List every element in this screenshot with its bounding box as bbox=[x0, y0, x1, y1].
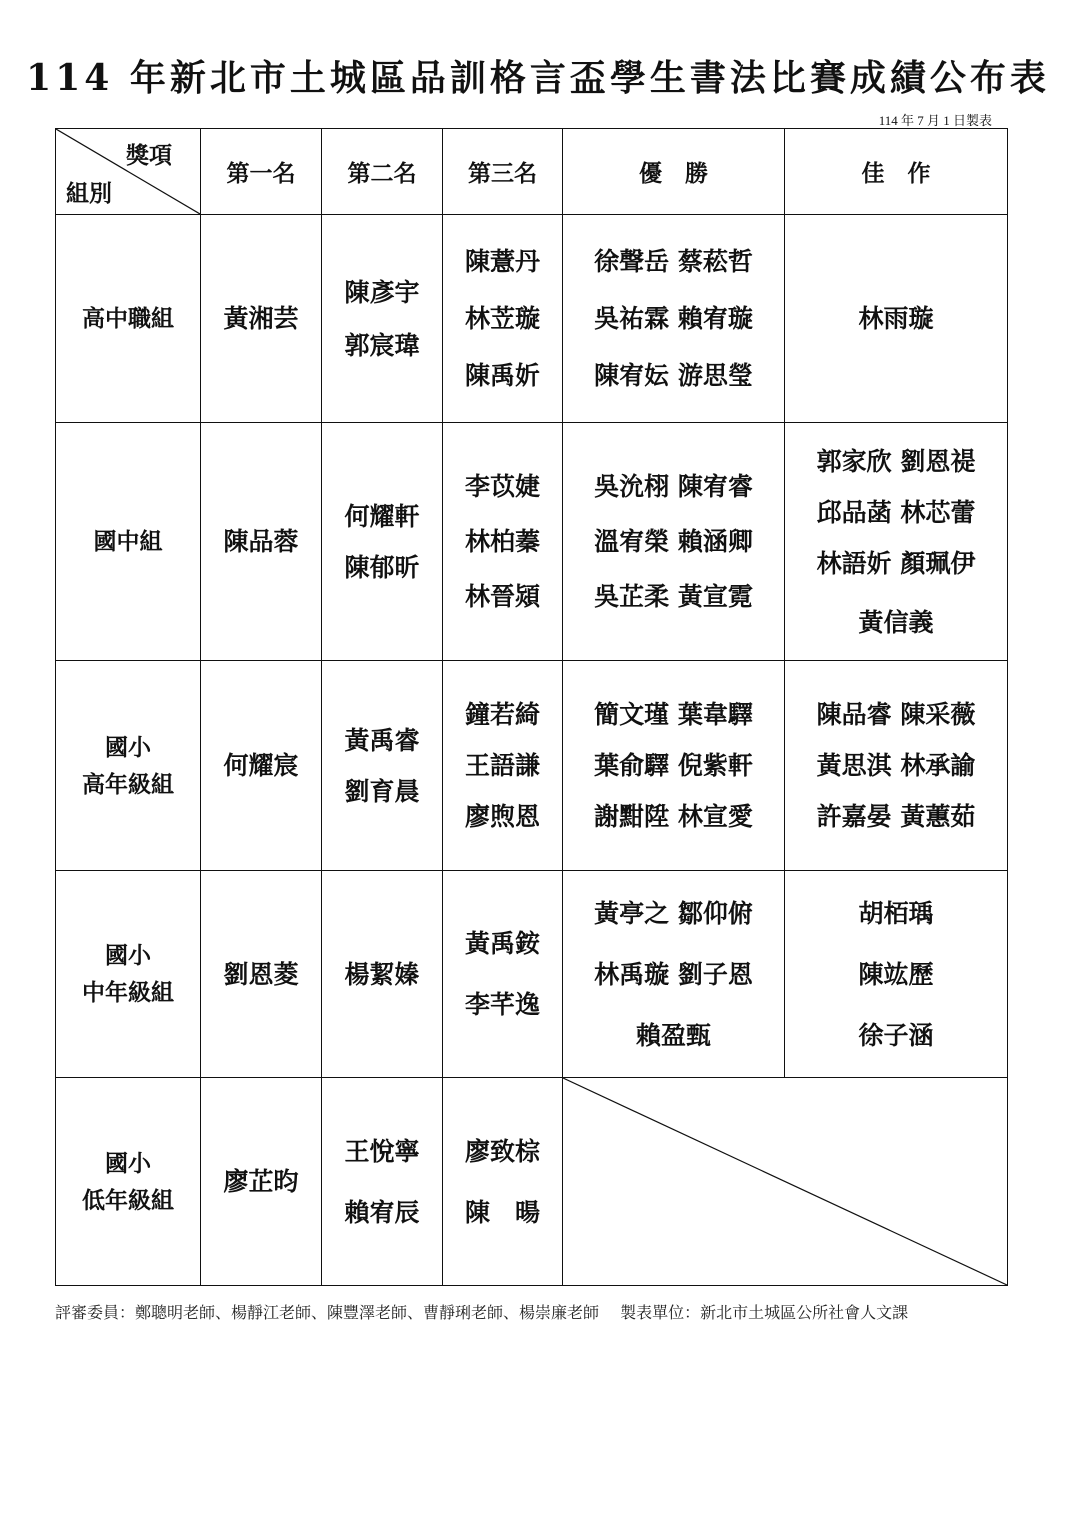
winner-pair: 吳芷柔 黃宣霓 bbox=[594, 582, 753, 611]
third-place-cell bbox=[443, 661, 563, 871]
winner-pair: 謝黚陞 林宣愛 bbox=[594, 802, 753, 831]
winner-name: 廖煦恩 bbox=[464, 802, 540, 831]
table-row bbox=[56, 871, 1008, 1078]
winner-name: 賴宥辰 bbox=[344, 1197, 420, 1227]
winner-name: 劉育晨 bbox=[344, 776, 420, 806]
results-table bbox=[55, 128, 1008, 1286]
date-label: 114 年 7 月 1 日製表 bbox=[878, 113, 992, 128]
table-row bbox=[56, 661, 1008, 871]
winner-name: 王悅寧 bbox=[344, 1136, 420, 1166]
third-place-cell bbox=[443, 871, 563, 1078]
winner-pair: 陳宥妘 游思瑩 bbox=[594, 361, 753, 390]
second-place-header: 第二名 bbox=[322, 129, 443, 215]
group-name: 國小 bbox=[105, 942, 151, 969]
winner-pair: 陳品睿 陳采薇 bbox=[816, 700, 976, 729]
honorable-cell bbox=[785, 661, 1008, 871]
second-place-cell bbox=[322, 661, 443, 871]
merit-cell bbox=[563, 871, 785, 1078]
first-place-cell bbox=[201, 661, 322, 871]
table-row bbox=[56, 1078, 1008, 1286]
winner-name: 陳品蓉 bbox=[223, 527, 299, 556]
winner-name: 廖致棕 bbox=[464, 1136, 540, 1166]
page-title: 114 年新北市土城區品訓格言盃學生書法比賽成績公布表 bbox=[26, 57, 1050, 99]
winner-name: 黃禹睿 bbox=[344, 725, 420, 755]
winner-name: 何耀軒 bbox=[344, 501, 420, 531]
empty-cell bbox=[563, 1078, 1008, 1286]
winner-name: 廖芷昀 bbox=[223, 1167, 299, 1196]
winner-name: 黃湘芸 bbox=[223, 304, 299, 333]
winner-pair: 黃亭之 鄒仰俯 bbox=[594, 898, 753, 928]
winner-pair: 簡文瑾 葉韋驛 bbox=[594, 700, 753, 729]
corner-header-cell bbox=[56, 129, 201, 215]
table-row bbox=[56, 215, 1008, 423]
group-cell bbox=[56, 1078, 201, 1286]
group-name: 低年級組 bbox=[82, 1186, 174, 1214]
first-place-cell bbox=[201, 215, 322, 423]
group-name: 高年級組 bbox=[82, 770, 174, 798]
honorable-cell bbox=[785, 215, 1008, 423]
prize-header: 獎項 bbox=[126, 142, 172, 169]
first-place-cell bbox=[201, 423, 322, 661]
group-name: 國中組 bbox=[93, 528, 163, 555]
group-name: 高中職組 bbox=[82, 305, 174, 332]
group-name: 國小 bbox=[105, 1149, 151, 1177]
winner-name: 林雨璇 bbox=[858, 304, 934, 333]
third-place-cell bbox=[443, 215, 563, 423]
second-place-cell bbox=[322, 1078, 443, 1286]
winner-name: 徐子涵 bbox=[858, 1020, 934, 1050]
winner-pair: 吳沇栩 陳宥睿 bbox=[594, 472, 753, 501]
merit-cell bbox=[563, 215, 785, 423]
winner-name: 劉恩菱 bbox=[223, 959, 299, 989]
winner-pair: 溫宥榮 賴涵卿 bbox=[594, 527, 753, 556]
honorable-header: 佳 作 bbox=[785, 129, 1008, 215]
winner-name: 林苙璇 bbox=[464, 304, 540, 333]
group-name: 中年級組 bbox=[82, 979, 174, 1006]
winner-name: 李苡婕 bbox=[464, 472, 540, 501]
third-place-cell bbox=[443, 423, 563, 661]
winner-name: 黃禹銨 bbox=[464, 929, 540, 958]
winner-pair: 郭家欣 劉恩禔 bbox=[816, 446, 976, 476]
third-place-header: 第三名 bbox=[443, 129, 563, 215]
merit-cell bbox=[563, 661, 785, 871]
winner-pair: 吳祐霖 賴宥璇 bbox=[594, 304, 753, 333]
winner-name: 陳郁昕 bbox=[344, 552, 420, 582]
winner-name: 李芊逸 bbox=[464, 990, 540, 1019]
group-header: 組別 bbox=[66, 180, 112, 207]
header-row bbox=[56, 129, 1008, 215]
winner-name: 林柏蓁 bbox=[464, 527, 540, 556]
winner-pair: 林語妡 顏珮伊 bbox=[816, 548, 976, 578]
table-row bbox=[56, 423, 1008, 661]
second-place-cell bbox=[322, 423, 443, 661]
winner-name: 郭宸瑋 bbox=[344, 330, 420, 360]
group-cell bbox=[56, 215, 201, 423]
winner-name: 陳彥宇 bbox=[344, 277, 420, 307]
winner-name: 王語謙 bbox=[464, 751, 540, 780]
winner-pair: 黃思淇 林承諭 bbox=[816, 751, 976, 780]
merit-cell bbox=[563, 423, 785, 661]
winner-name: 陳 暘 bbox=[464, 1197, 540, 1227]
second-place-cell bbox=[322, 871, 443, 1078]
winner-name: 黃信義 bbox=[858, 607, 934, 637]
winner-name: 楊絜嫀 bbox=[344, 959, 420, 989]
honorable-cell bbox=[785, 871, 1008, 1078]
empty-diagonal bbox=[563, 1078, 1007, 1285]
group-name: 國小 bbox=[105, 733, 151, 761]
winner-name: 賴盈甄 bbox=[635, 1020, 711, 1050]
winner-pair: 許嘉晏 黃蕙茹 bbox=[816, 802, 976, 831]
winner-name: 陳竑歷 bbox=[858, 959, 934, 989]
second-place-cell bbox=[322, 215, 443, 423]
winner-name: 陳禹妡 bbox=[464, 361, 540, 390]
first-place-cell bbox=[201, 1078, 322, 1286]
winner-pair: 葉俞驛 倪紫軒 bbox=[594, 751, 753, 780]
winner-name: 何耀宸 bbox=[223, 751, 299, 780]
winner-pair: 林禹璇 劉子恩 bbox=[594, 959, 753, 989]
winner-name: 鐘若綺 bbox=[464, 700, 540, 729]
winner-pair: 徐聲岳 蔡菘哲 bbox=[594, 247, 753, 276]
winner-name: 陳薏丹 bbox=[464, 247, 540, 276]
winner-name: 林晉熲 bbox=[464, 582, 540, 611]
first-place-header: 第一名 bbox=[201, 129, 322, 215]
winner-name: 胡栢瑀 bbox=[858, 898, 934, 928]
group-cell bbox=[56, 871, 201, 1078]
first-place-cell bbox=[201, 871, 322, 1078]
group-cell bbox=[56, 661, 201, 871]
third-place-cell bbox=[443, 1078, 563, 1286]
group-cell bbox=[56, 423, 201, 661]
merit-header: 優 勝 bbox=[563, 129, 785, 215]
honorable-cell bbox=[785, 423, 1008, 661]
winner-pair: 邱品菡 林芯蕾 bbox=[816, 497, 976, 527]
footer-note: 評審委員：鄭聰明老師、楊靜江老師、陳豐澤老師、曹靜琍老師、楊崇廉老師 製表單位：新北市土城區公所社會人文課 bbox=[55, 1303, 909, 1322]
